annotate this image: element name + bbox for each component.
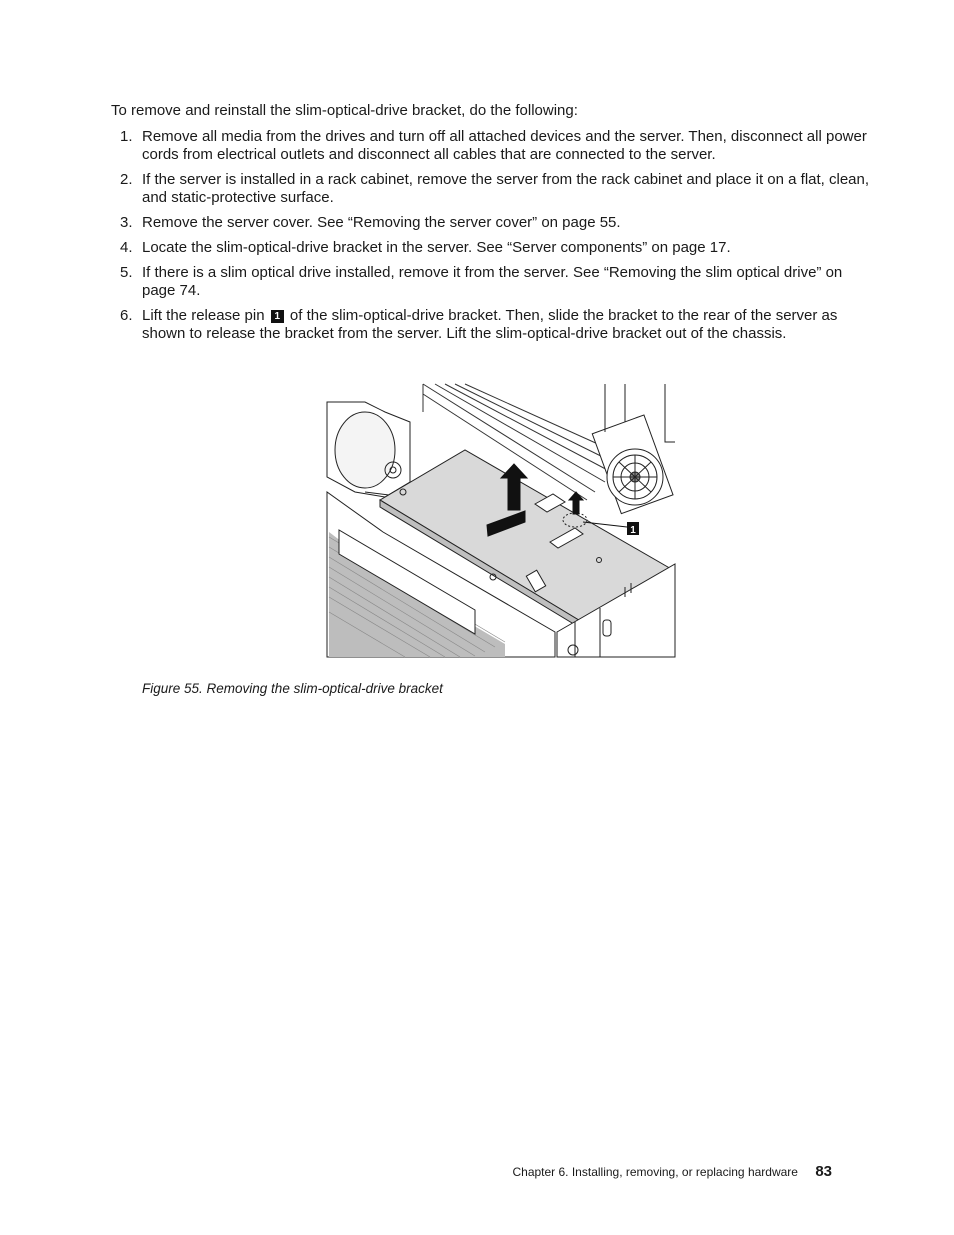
step-text-after: of the slim-optical-drive bracket. Then, slide the bracket to the rear of the server as shown to release the bracket from the server. Lift the slim-optical-drive bracket out of the chassis.: [142, 307, 838, 342]
step-number: 4.: [120, 239, 133, 256]
step-number: 1.: [120, 128, 133, 145]
fan: [592, 384, 675, 514]
step-text: Remove the server cover. See “Removing the server cover” on page 55.: [142, 214, 621, 231]
step-number: 2.: [120, 171, 133, 188]
step-2: [111, 171, 871, 207]
step-6: [111, 307, 871, 343]
intro-text: To remove and reinstall the slim-optical-drive bracket, do the following:: [111, 102, 578, 119]
instruction-list: [111, 128, 871, 350]
step-number: 3.: [120, 214, 133, 231]
page-number: 83: [815, 1163, 832, 1180]
callout-badge: 1: [271, 310, 284, 323]
step-4: [111, 239, 871, 257]
footer-chapter: Chapter 6. Installing, removing, or replacing hardware: [512, 1165, 798, 1179]
step-5: [111, 264, 871, 300]
drive-cage: [327, 402, 410, 497]
bracket-removal-illustration: [325, 382, 677, 660]
figure-illustration: [325, 382, 677, 660]
step-1: [111, 128, 871, 164]
step-number: 5.: [120, 264, 133, 281]
page-footer: [512, 1163, 832, 1180]
figure-caption: Figure 55. Removing the slim-optical-drive bracket: [142, 681, 443, 696]
step-text-before: Lift the release pin: [142, 307, 265, 324]
step-text: If the server is installed in a rack cabinet, remove the server from the rack cabinet and place it on a flat, clean, and static-protective surface.: [142, 171, 870, 206]
step-text: If there is a slim optical drive installed, remove it from the server. See “Removing the slim optical drive” on page 74.: [142, 264, 843, 299]
step-3: [111, 214, 871, 232]
step-text: Remove all media from the drives and turn off all attached devices and the server. Then, disconnect all power cords from electrical outlets and disconnect all cables that are connected to the server.: [142, 128, 867, 163]
figure-callout-label: 1: [630, 525, 636, 536]
step-text: Locate the slim-optical-drive bracket in the server. See “Server components” on page 17.: [142, 239, 731, 256]
step-number: 6.: [120, 307, 133, 324]
